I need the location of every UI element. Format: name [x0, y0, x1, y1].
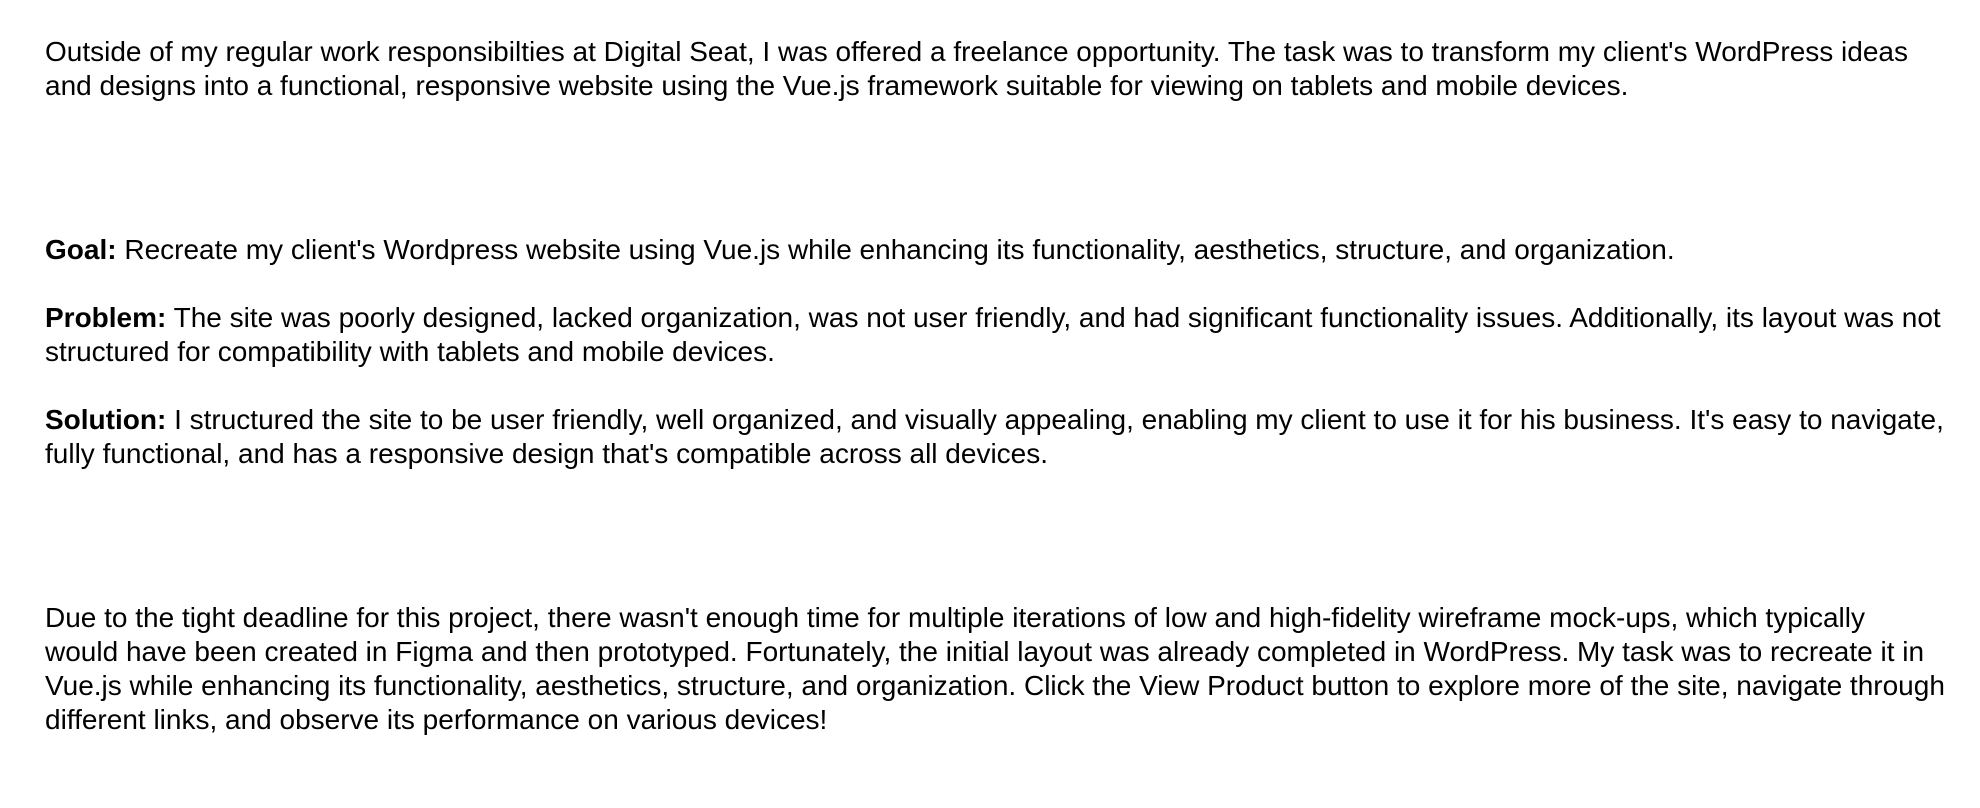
problem-label: Problem: — [45, 302, 167, 333]
goal-text: Recreate my client's Wordpress website using Vue.js while enhancing its functionality, aesthetics, structure, and organization. — [116, 234, 1675, 265]
project-description — [45, 35, 1945, 737]
closing-paragraph: Due to the tight deadline for this project, there wasn't enough time for multiple iterations of low and high-fidelity wireframe mock-ups, which typically would have been created in Figma and then prototyped. Fortunately, the initial layout was already completed in WordPress. My task was to recreate it in Vue.js while enhancing its functionality, aesthetics, structure, and organization. Click the View Product button to explore more of the site, navigate through different links, and observe its performance on various devices! — [45, 602, 1945, 735]
intro-paragraph: Outside of my regular work responsibilties at Digital Seat, I was offered a freelance opportunity. The task was to transform my client's WordPress ideas and designs into a functional, responsive website using the Vue.js framework suitable for viewing on tablets and mobile devices. — [45, 36, 1908, 101]
problem-paragraph — [45, 301, 1945, 369]
goal-label: Goal: — [45, 234, 117, 265]
solution-paragraph — [45, 403, 1945, 471]
goal-paragraph — [45, 233, 1945, 267]
solution-label: Solution: — [45, 404, 167, 435]
solution-text: I structured the site to be user friendly, well organized, and visually appealing, enabling my client to use it for his business. It's easy to navigate, fully functional, and has a responsive design that's compatible across all devices. — [45, 404, 1944, 469]
problem-text: The site was poorly designed, lacked organization, was not user friendly, and had significant functionality issues. Additionally, its layout was not structured for compatibility with tablets and mobile devices. — [45, 302, 1941, 367]
